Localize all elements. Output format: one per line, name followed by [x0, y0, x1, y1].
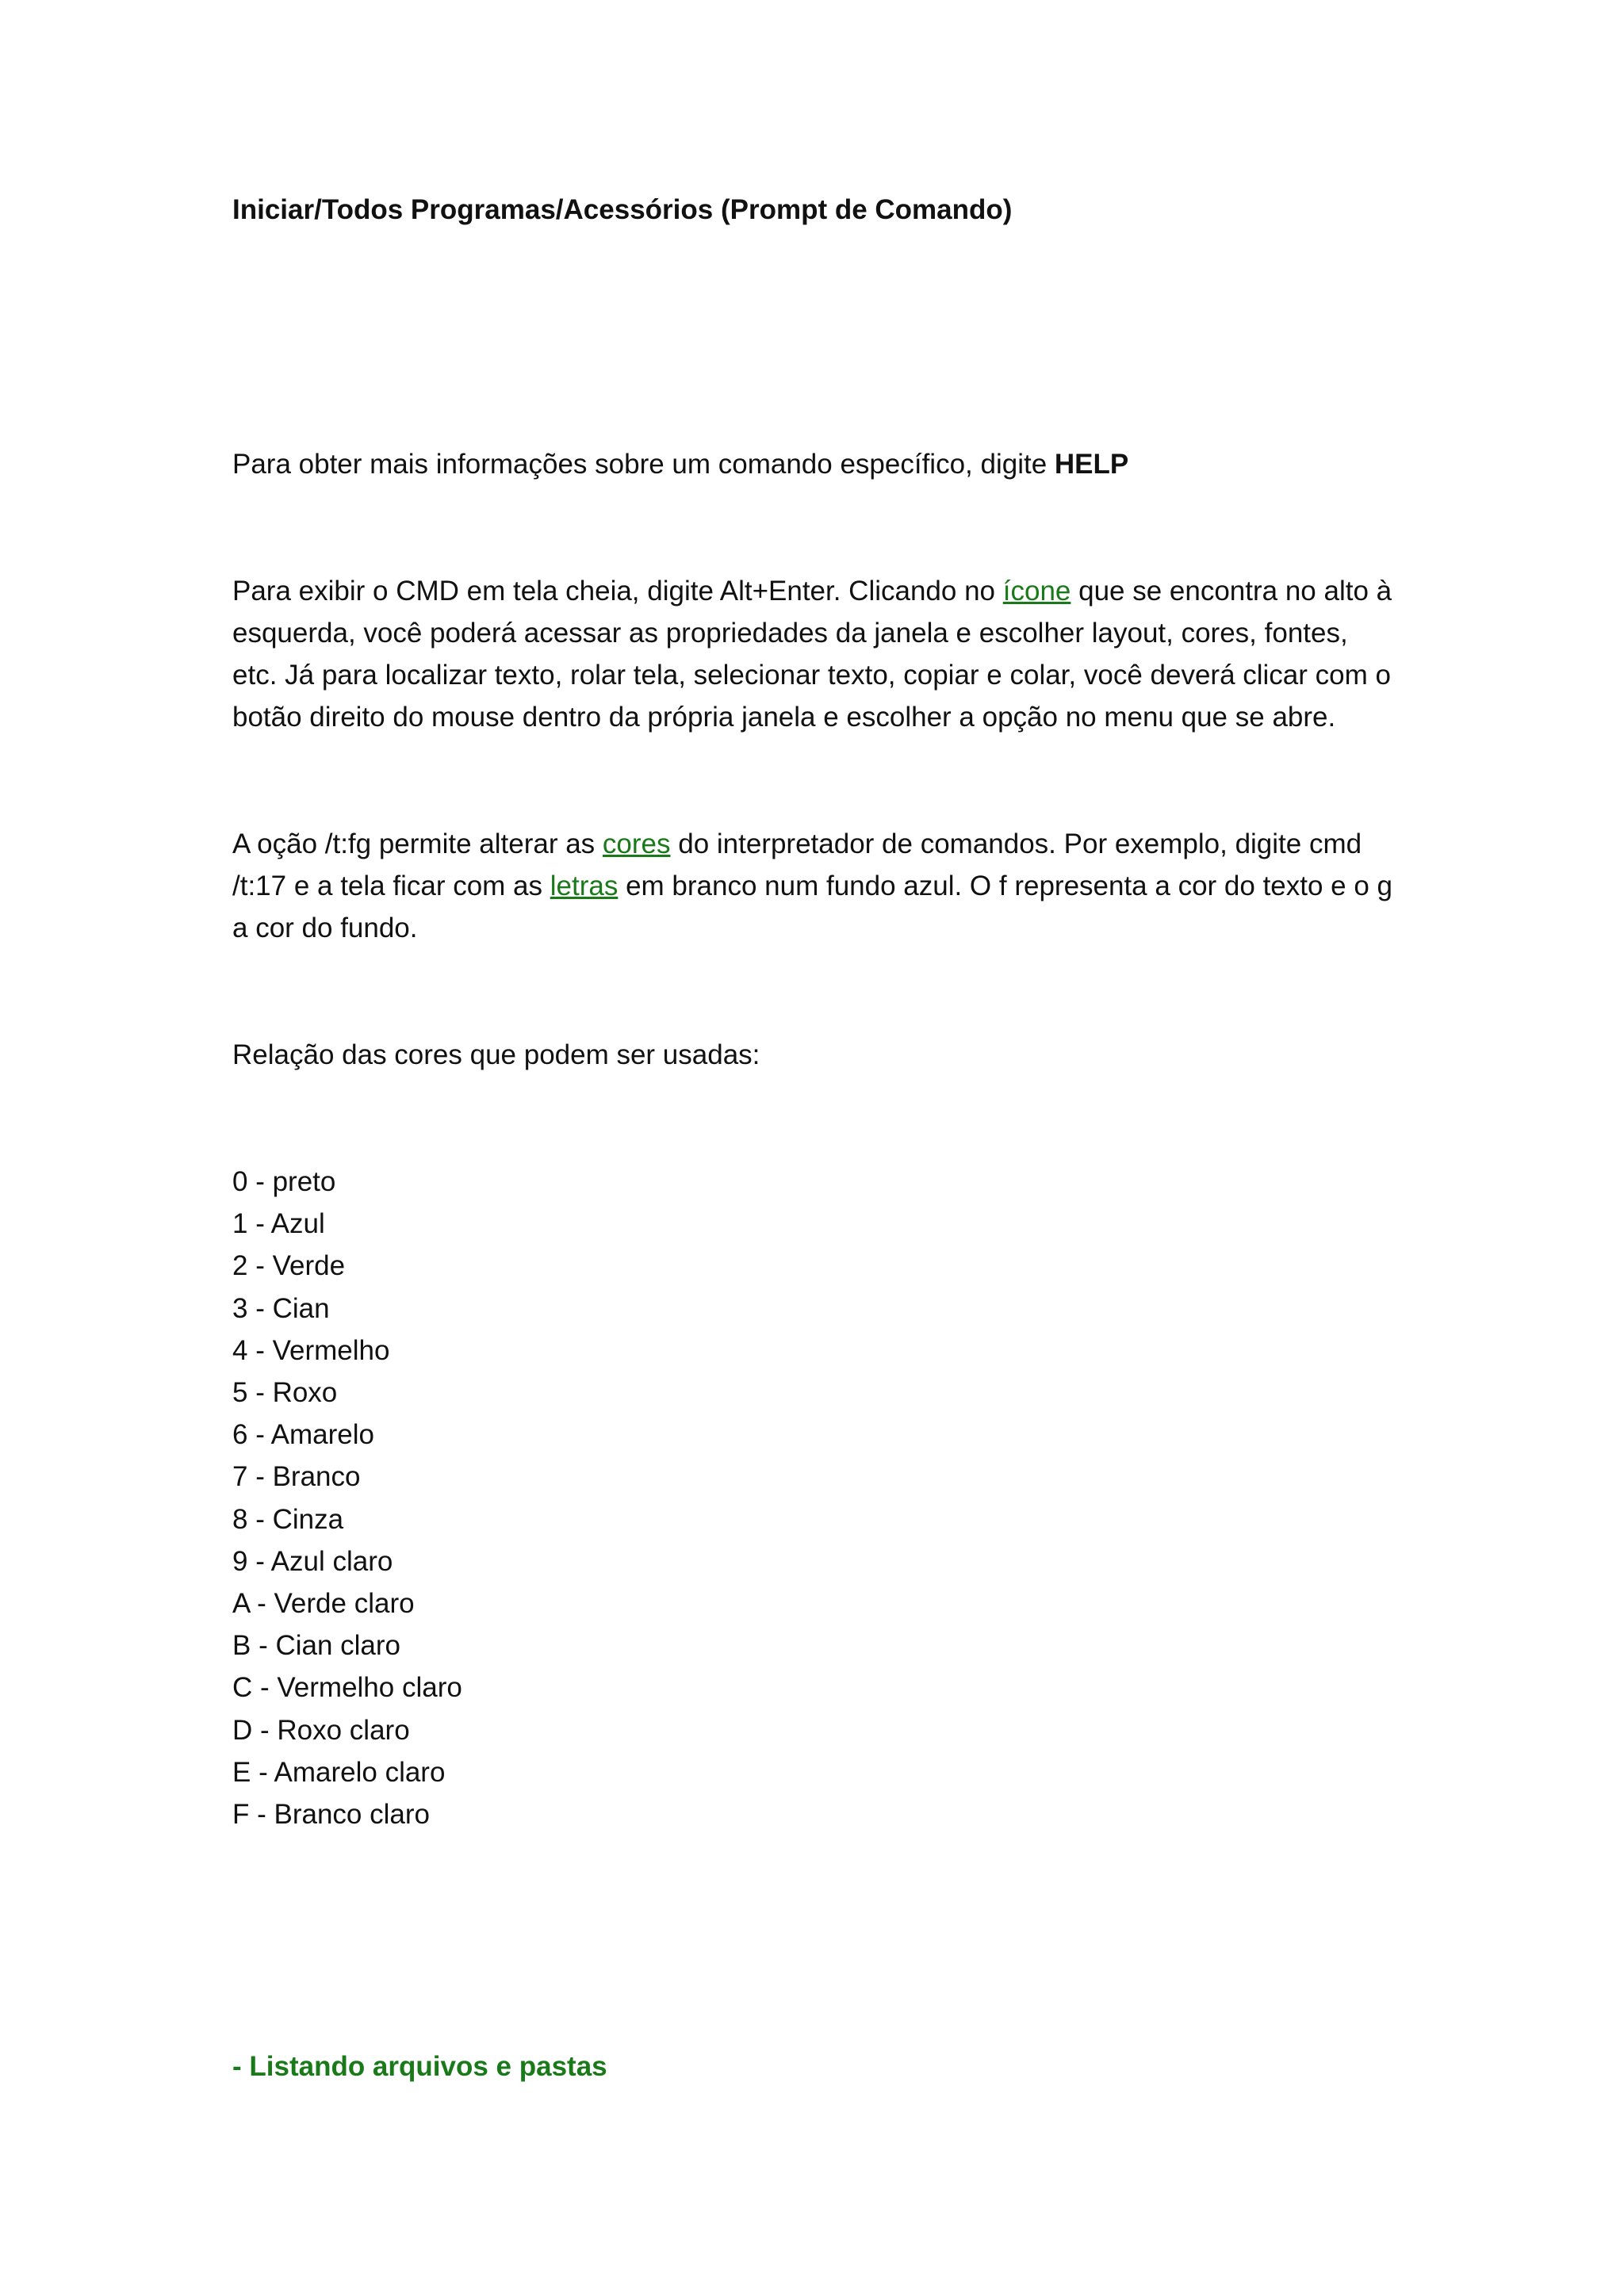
cmd-paragraph-text-start: Para exibir o CMD em tela cheia, digite Alt+Enter. Clicando no [232, 576, 1003, 607]
color-list-item: 5 - Roxo [232, 1377, 338, 1409]
color-list-item: A - Verde claro [232, 1588, 415, 1620]
color-list-item: 0 - preto [232, 1166, 336, 1197]
color-list-item: F - Branco claro [232, 1799, 430, 1831]
color-list [232, 1161, 462, 1835]
color-list-item: 1 - Azul [232, 1208, 325, 1240]
color-option-text-middle: do interpretador de comandos. Por exemplo, digite cmd /t:17 e a tela ficar com as [232, 828, 1362, 901]
color-option-text-end: em branco num fundo azul. O f representa a cor do texto e o g a cor do fundo. [232, 871, 1393, 943]
cmd-paragraph-text-end: que se encontra no alto à esquerda, você poderá acessar as propriedades da janela e escolher layout, cores, fontes, etc. Já para localizar texto, rolar tela, selecionar texto, copiar e colar, você deverá clicar com o botão direito do mouse dentro da própria janela e escolher a opção no menu que se abre. [232, 576, 1392, 733]
document-title: Iniciar/Todos Programas/Acessórios (Prompt de Comando) [232, 194, 1013, 225]
color-list-item: 3 - Cian [232, 1292, 330, 1324]
colors-intro: Relação das cores que podem ser usadas: [232, 1039, 760, 1070]
color-option-paragraph [232, 823, 1398, 949]
color-list-item: 7 - Branco [232, 1461, 361, 1493]
help-paragraph [232, 443, 1398, 485]
color-list-item: 9 - Azul claro [232, 1545, 393, 1577]
help-paragraph-text: Para obter mais informações sobre um comando específico, digite [232, 449, 1055, 480]
cores-link[interactable]: cores [602, 828, 671, 859]
help-keyword: HELP [1054, 449, 1129, 480]
color-option-text-start: A oção /t:fg permite alterar as [232, 828, 603, 859]
color-list-item: E - Amarelo claro [232, 1756, 446, 1788]
color-list-item: 4 - Vermelho [232, 1334, 390, 1366]
cmd-paragraph [232, 570, 1398, 738]
color-list-item: 8 - Cinza [232, 1503, 344, 1535]
color-list-item: C - Vermelho claro [232, 1672, 462, 1704]
color-list-item: 2 - Verde [232, 1250, 346, 1282]
icone-link[interactable]: ícone [1002, 576, 1071, 607]
letras-link[interactable]: letras [550, 871, 619, 901]
color-list-item: B - Cian claro [232, 1630, 401, 1662]
section-heading-listing: - Listando arquivos e pastas [232, 2051, 607, 2082]
color-list-item: 6 - Amarelo [232, 1419, 374, 1451]
color-list-item: D - Roxo claro [232, 1714, 410, 1746]
